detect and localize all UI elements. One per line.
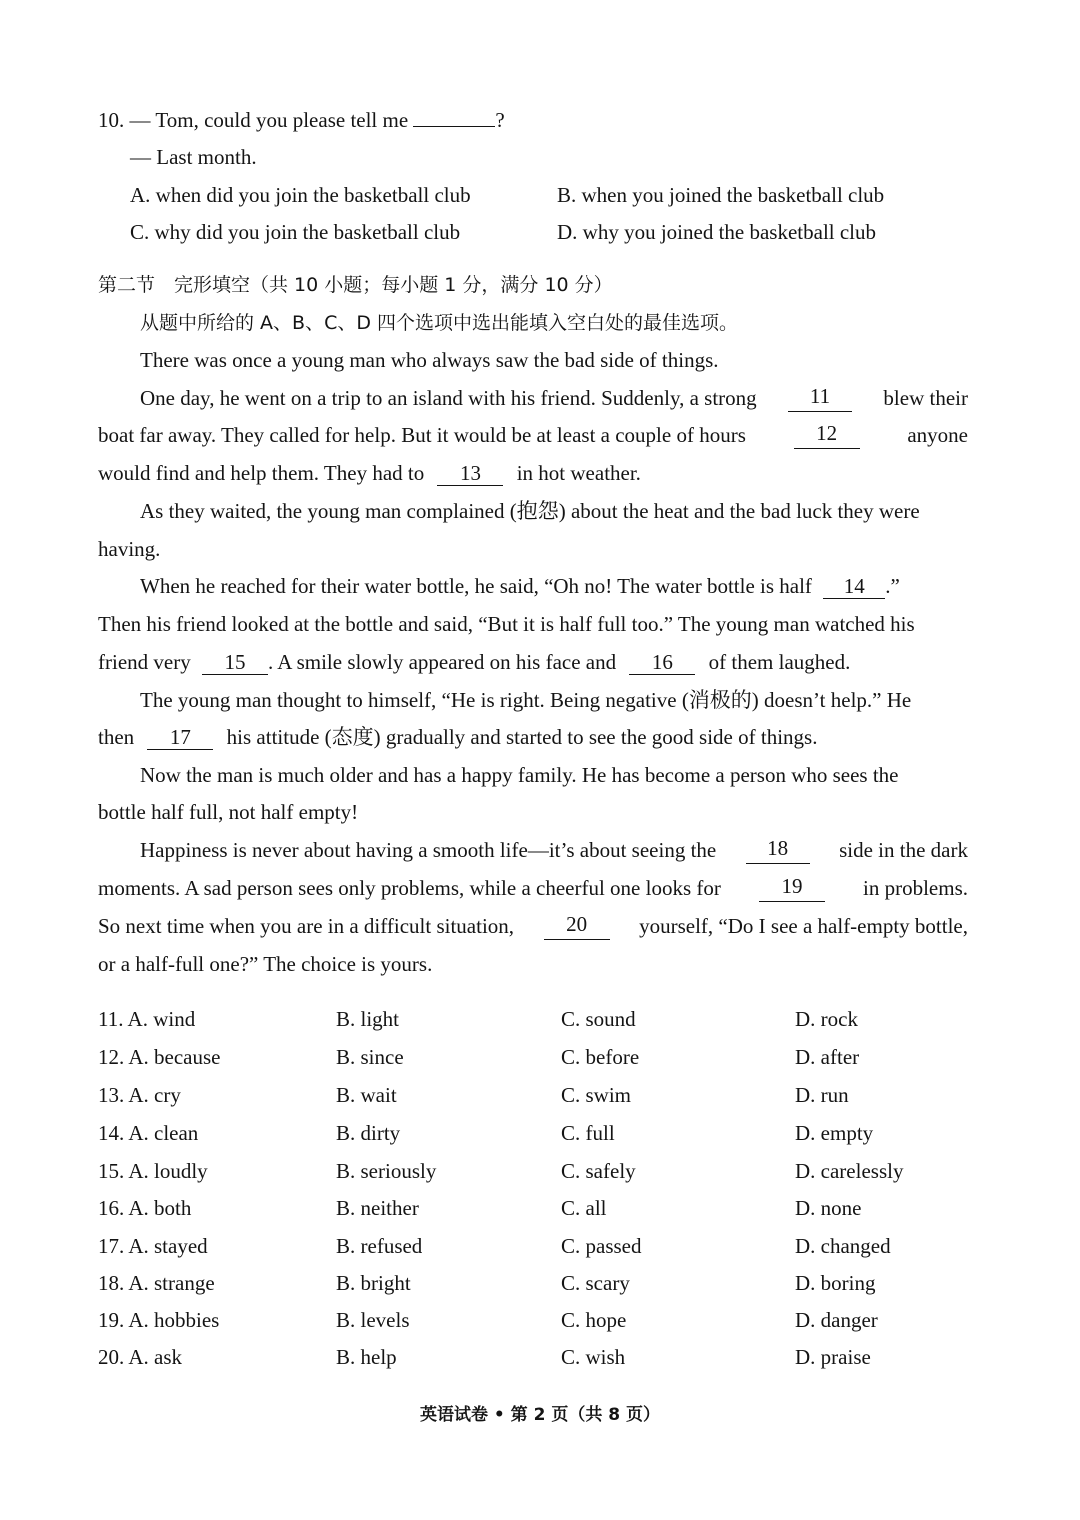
blank-11: 11 [788,384,852,412]
passage-text: would find and help them. They had to [98,461,425,485]
passage-line: or a half-full one?” The choice is yours. [98,952,433,976]
blank-12: 12 [794,421,860,449]
option-a: 18. A. strange [98,1271,215,1295]
q10-option-d: D. why you joined the basketball club [557,220,877,244]
option-d: D. after [795,1045,860,1069]
passage-text: his attitude (态度) gradually and started to see the good side of things. [226,725,818,749]
option-a: 11. A. wind [98,1007,196,1031]
passage-text: moments. A sad person sees only problems, while a cheerful one looks for [98,876,721,900]
passage-line [98,648,850,676]
option-a: 15. A. loudly [98,1159,208,1183]
blank-17: 17 [147,725,213,750]
option-d: D. carelessly [795,1159,904,1183]
option-b: B. dirty [336,1121,401,1145]
option-a: 14. A. clean [98,1121,199,1145]
option-d: D. empty [795,1121,874,1145]
option-b: B. since [336,1045,404,1069]
option-b: B. levels [336,1308,410,1332]
blank-16: 16 [629,650,695,675]
passage-text: .” [885,574,900,598]
option-b: B. help [336,1345,397,1369]
q10-prompt-text: — Tom, could you please tell me [129,108,409,132]
option-d: D. boring [795,1271,876,1295]
blank-14: 14 [823,574,885,599]
passage-line [98,723,817,751]
passage-line [98,912,968,940]
option-a: 16. A. both [98,1196,192,1220]
option-b: B. wait [336,1083,397,1107]
passage-line: As they waited, the young man complained (抱怨) about the heat and the bad luck they were [140,499,920,523]
q10-number: 10. [98,108,125,132]
passage-text: When he reached for their water bottle, he said, “Oh no! The water bottle is half [140,574,812,598]
passage-line [140,572,900,600]
section-instruction: 从题中所给的 A、B、C、D 四个选项中选出能填入空白处的最佳选项。 [140,312,739,334]
passage-line: Then his friend looked at the bottle and said, “But it is half full too.” The young man watched his [98,612,915,636]
option-b: B. refused [336,1234,423,1258]
passage-text: Happiness is never about having a smooth life—it’s about seeing the [140,838,717,862]
section-heading: 第二节 完形填空（共 10 小题；每小题 1 分，满分 10 分） [98,274,613,296]
passage-text: of them laughed. [708,650,851,674]
passage-line: Now the man is much older and has a happy family. He has become a person who sees the [140,763,899,787]
passage-text: in hot weather. [516,461,641,485]
blank-19: 19 [759,874,825,902]
option-c: C. scary [561,1271,630,1295]
option-c: C. swim [561,1083,632,1107]
option-b: B. seriously [336,1159,437,1183]
option-d: D. praise [795,1345,871,1369]
option-a: 12. A. because [98,1045,221,1069]
page-footer: 英语试卷 • 第 2 页（共 8 页） [419,1405,661,1425]
option-d: D. danger [795,1308,878,1332]
option-d: D. none [795,1196,862,1220]
option-a: 17. A. stayed [98,1234,208,1258]
q10-reply: — Last month. [130,145,257,169]
option-b: B. neither [336,1196,419,1220]
blank-13: 13 [437,461,503,486]
option-c: C. full [561,1121,615,1145]
option-a: 19. A. hobbies [98,1308,220,1332]
q10-option-b: B. when you joined the basketball club [557,183,885,207]
passage-line [140,384,968,412]
passage-text: . A smile slowly appeared on his face and [267,650,617,674]
passage-line [98,421,968,449]
q10-question-mark: ? [495,108,505,132]
option-a: 13. A. cry [98,1083,181,1107]
blank-15: 15 [202,650,268,675]
option-c: C. hope [561,1308,627,1332]
passage-text: One day, he went on a trip to an island with his friend. Suddenly, a strong [140,386,757,410]
passage-text: yourself, “Do I see a half-empty bottle, [639,914,968,938]
option-d: D. run [795,1083,849,1107]
passage-text: in problems. [863,876,968,900]
option-c: C. passed [561,1234,642,1258]
passage-text: side in the dark [839,838,968,862]
passage-text: friend very [98,650,191,674]
option-d: D. rock [795,1007,858,1031]
passage-text: blew their [883,386,968,410]
option-b: B. bright [336,1271,411,1295]
option-c: C. all [561,1196,607,1220]
passage-line [98,459,641,487]
passage-line [140,836,968,864]
option-c: C. before [561,1045,640,1069]
passage-text: So next time when you are in a difficult situation, [98,914,515,938]
passage-line: There was once a young man who always saw the bad side of things. [140,348,719,372]
q10-option-a: A. when did you join the basketball club [130,183,471,207]
passage-text: anyone [907,423,968,447]
q10-option-c: C. why did you join the basketball club [130,220,461,244]
option-c: C. sound [561,1007,636,1031]
q10-blank [413,126,495,127]
q10-prompt [98,106,505,134]
option-a: 20. A. ask [98,1345,182,1369]
blank-20: 20 [544,912,610,940]
passage-line: bottle half full, not half empty! [98,800,359,824]
passage-line: The young man thought to himself, “He is right. Being negative (消极的) doesn’t help.” He [140,688,912,712]
option-b: B. light [336,1007,400,1031]
option-d: D. changed [795,1234,891,1258]
passage-line [98,874,968,902]
option-c: C. safely [561,1159,636,1183]
passage-line: having. [98,537,161,561]
option-c: C. wish [561,1345,626,1369]
passage-text: then [98,725,135,749]
passage-text: boat far away. They called for help. But it would be at least a couple of hours [98,423,746,447]
blank-18: 18 [746,836,810,864]
